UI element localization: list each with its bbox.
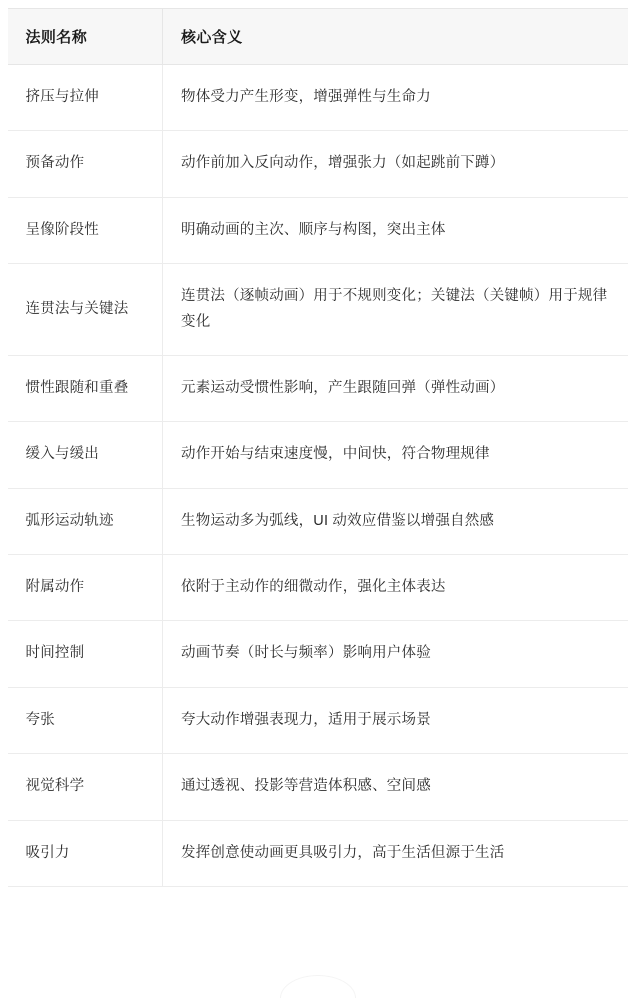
cell-principle-meaning: 动画节奏（时长与频率）影响用户体验	[163, 621, 628, 687]
cell-principle-name: 预备动作	[8, 131, 163, 197]
cell-principle-meaning: 发挥创意使动画更具吸引力，高于生活但源于生活	[163, 820, 628, 886]
cell-principle-meaning: 物体受力产生形变，增强弹性与生命力	[163, 65, 628, 131]
cell-principle-name: 吸引力	[8, 820, 163, 886]
column-header-meaning: 核心含义	[163, 9, 628, 65]
cell-principle-name: 惯性跟随和重叠	[8, 355, 163, 421]
table-row	[8, 687, 628, 753]
cell-principle-name: 缓入与缓出	[8, 422, 163, 488]
cell-principle-meaning: 动作开始与结束速度慢，中间快，符合物理规律	[163, 422, 628, 488]
table-row	[8, 621, 628, 687]
cell-principle-meaning: 元素运动受惯性影响，产生跟随回弹（弹性动画）	[163, 355, 628, 421]
table-row	[8, 754, 628, 820]
table-row	[8, 820, 628, 886]
cell-principle-name: 附属动作	[8, 555, 163, 621]
column-header-name: 法则名称	[8, 9, 163, 65]
animation-principles-table	[8, 9, 628, 887]
table-header-row	[8, 9, 628, 65]
cell-principle-meaning: 生物运动多为弧线，UI 动效应借鉴以增强自然感	[163, 488, 628, 554]
table-row	[8, 355, 628, 421]
cell-principle-name: 时间控制	[8, 621, 163, 687]
cell-principle-meaning: 动作前加入反向动作，增强张力（如起跳前下蹲）	[163, 131, 628, 197]
cell-principle-name: 挤压与拉伸	[8, 65, 163, 131]
table-row	[8, 555, 628, 621]
cell-principle-meaning: 连贯法（逐帧动画）用于不规则变化；关键法（关键帧）用于规律变化	[163, 264, 628, 356]
page-bottom-arc-mark	[280, 975, 356, 998]
cell-principle-meaning: 夸大动作增强表现力，适用于展示场景	[163, 687, 628, 753]
table-body	[8, 65, 628, 887]
cell-principle-meaning: 通过透视、投影等营造体积感、空间感	[163, 754, 628, 820]
table-header	[8, 9, 628, 65]
table-row	[8, 131, 628, 197]
cell-principle-name: 连贯法与关键法	[8, 264, 163, 356]
table-row	[8, 488, 628, 554]
table-row	[8, 422, 628, 488]
cell-principle-name: 弧形运动轨迹	[8, 488, 163, 554]
cell-principle-meaning: 明确动画的主次、顺序与构图，突出主体	[163, 197, 628, 263]
cell-principle-meaning: 依附于主动作的细微动作，强化主体表达	[163, 555, 628, 621]
cell-principle-name: 夸张	[8, 687, 163, 753]
table-row	[8, 197, 628, 263]
table-row	[8, 264, 628, 356]
table-row	[8, 65, 628, 131]
cell-principle-name: 视觉科学	[8, 754, 163, 820]
cell-principle-name: 呈像阶段性	[8, 197, 163, 263]
